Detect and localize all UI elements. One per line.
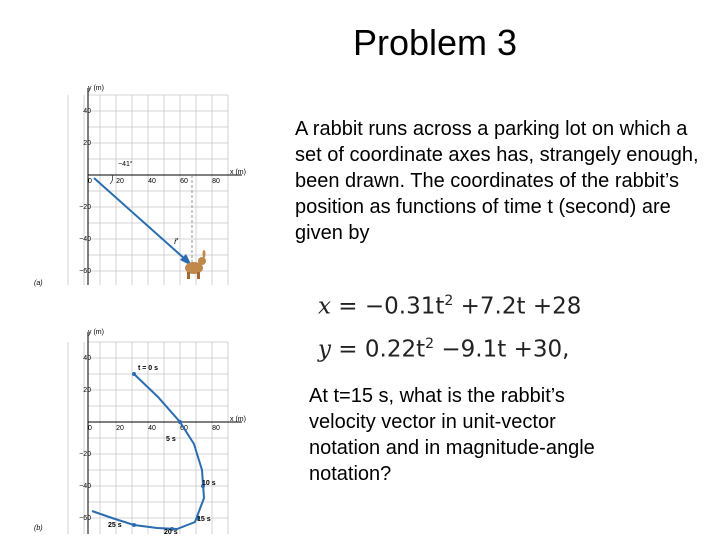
- slide-title: Problem 3: [352, 22, 518, 63]
- figure-b-x-tick: 60: [180, 425, 188, 432]
- figure-b-x-tick: 40: [148, 425, 156, 432]
- equation-x-lhs: x: [318, 293, 331, 320]
- question-text: At t=15 s, what is the rabbit’s velocity vector in unit-vector notation and in magnitude-angle notation?: [309, 385, 595, 485]
- figure-b-x-tick-labels: [88, 425, 220, 432]
- figure-a-y-tick-labels: [79, 108, 91, 275]
- equation-y: $y = 0.22t^2 -9.1t +30$,: [318, 336, 570, 363]
- figure-a-ylabel: y (m): [88, 85, 104, 92]
- equation-y-term2: −9.1t: [441, 336, 507, 363]
- figure-a-x-tick: 60: [180, 178, 188, 185]
- figure-b-rabbit-path: [32, 322, 272, 537]
- figure-a-x-tick: 20: [116, 178, 124, 185]
- figure-a-y-tick: −40: [79, 236, 91, 243]
- equation-y-exponent: 2: [425, 336, 435, 352]
- figure-b-panel-label: (b): [34, 525, 43, 532]
- figure-b-y-tick: −40: [79, 483, 91, 490]
- figure-a-y-tick: −20: [79, 204, 91, 211]
- figure-b-y-tick-labels: [79, 355, 91, 522]
- figure-b-y-tick: 20: [83, 387, 91, 394]
- figure-b-marker-t5: [178, 420, 182, 424]
- equation-x-exponent: 2: [444, 293, 454, 309]
- figure-b-marker-t0: [132, 372, 136, 376]
- figure-a-y-tick: 20: [83, 140, 91, 147]
- figure-a-angle-arc: [110, 175, 113, 184]
- figure-b-y-tick: −60: [79, 515, 91, 522]
- equation-x: $x = -0.31t^2 +7.2t +28$: [318, 293, 582, 320]
- figure-a-panel-label: (a): [34, 280, 43, 287]
- figure-b-y-tick: −20: [79, 451, 91, 458]
- figure-a-y-tick: −60: [79, 268, 91, 275]
- figure-a-vector-label: r⃗: [174, 237, 178, 246]
- figure-b-x-tick: 80: [212, 425, 220, 432]
- equation-x-term3: +28: [532, 293, 582, 320]
- problem-statement: A rabbit runs across a parking lot on which a set of coordinate axes has, strangely enough, been drawn. The coordinates of the rabbit’s position as functions of time t (second) are given by: [295, 118, 699, 244]
- figure-b-time-markers: [132, 372, 205, 531]
- equation-x-term2: +7.2t: [460, 293, 526, 320]
- figure-b-y-tick: 40: [83, 355, 91, 362]
- figure-b-time-label: 5 s: [166, 436, 176, 443]
- figure-b-x-tick: 0: [88, 425, 92, 432]
- figure-a-x-tick: 0: [88, 178, 92, 185]
- equation-y-lhs: y: [318, 336, 331, 363]
- figure-a-position-vector-line: [94, 178, 186, 260]
- figure-b-time-label: 15 s: [197, 516, 211, 523]
- figure-b-time-label: t = 0 s: [138, 365, 159, 372]
- figure-a-angle-label: −41°: [118, 161, 133, 168]
- figure-a-x-tick-labels: [88, 178, 220, 185]
- figure-a-xlabel: x (m): [230, 169, 246, 176]
- figure-b-time-label: 10 s: [202, 480, 216, 487]
- equation-y-term3: +30,: [513, 336, 570, 363]
- figure-b-ylabel: y (m): [88, 329, 104, 336]
- figure-b-x-tick: 20: [116, 425, 124, 432]
- figure-a-x-tick: 40: [148, 178, 156, 185]
- figure-a-y-tick: 40: [83, 108, 91, 115]
- figure-a-x-tick: 80: [212, 178, 220, 185]
- equation-y-term1: 0.22t: [364, 336, 426, 363]
- figure-b-time-label: 25 s: [108, 522, 122, 529]
- equation-x-term1: −0.31t: [364, 293, 445, 320]
- figure-b-time-label: 20 s: [164, 529, 178, 536]
- figure-a-position-vector: [32, 80, 272, 290]
- figure-b-marker-t25: [132, 523, 136, 527]
- rabbit-icon: [185, 250, 206, 279]
- figure-b-xlabel: x (m): [230, 416, 246, 423]
